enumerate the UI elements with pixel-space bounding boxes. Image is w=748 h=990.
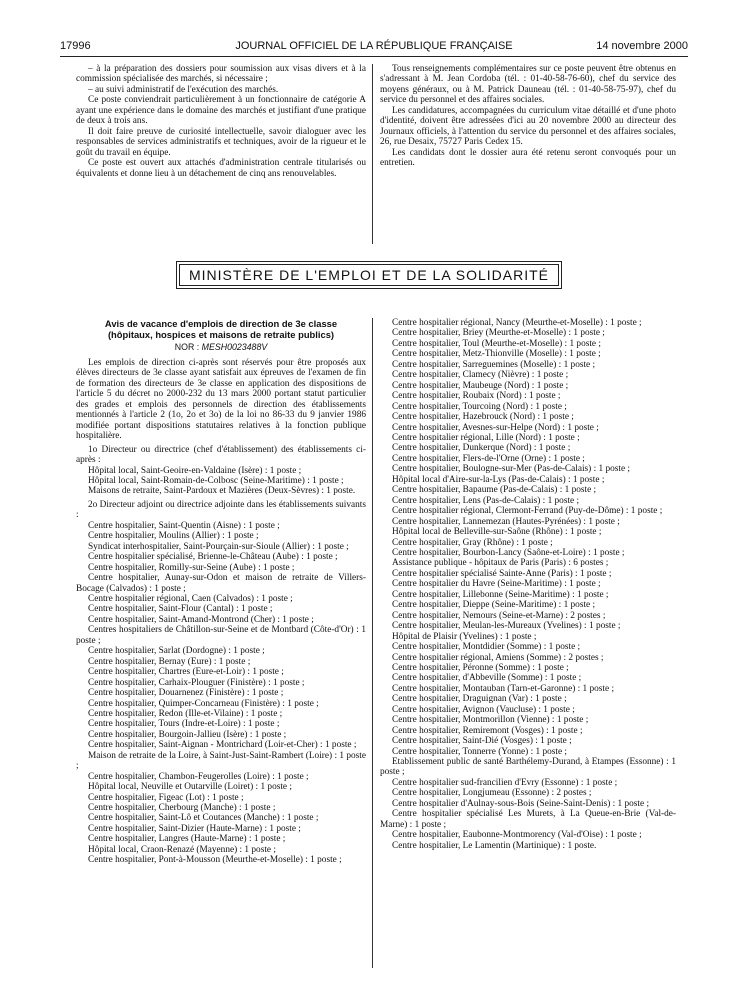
- ministry-heading: MINISTÈRE DE L'EMPLOI ET DE LA SOLIDARITÉ: [179, 264, 559, 286]
- top-left-paragraph: – au suivi administratif de l'exécution des marchés.: [88, 84, 279, 95]
- establishment-entry: Centre hospitalier, Meulan-les-Mureaux (Yvelines) : 1 poste ;: [392, 621, 621, 632]
- establishment-entry: Centre hospitalier, Montmorillon (Vienne) : 1 poste ;: [392, 715, 589, 726]
- establishment-entry: Centre hospitalier, Quimper-Concarneau (Finistère) : 1 poste ;: [88, 698, 319, 709]
- establishment-entry: Centre hospitalier, Tourcoing (Nord) : 1 poste ;: [392, 401, 567, 412]
- establishment-entry: Centre hospitalier spécialisé Sainte-Anne (Paris) : 1 poste ;: [392, 568, 612, 579]
- section-2-heading: 2o Directeur adjoint ou directrice adjointe dans les établissements suivants :: [76, 499, 366, 521]
- page-number: 17996: [60, 40, 91, 52]
- establishment-entry: Centre hospitalier, Lens (Pas-de-Calais) : 1 poste ;: [392, 495, 580, 506]
- establishment-entry: Centre hospitalier, Sarlat (Dordogne) : 1 poste ;: [88, 646, 265, 657]
- nor-code: MESH0023488V: [201, 342, 268, 352]
- journal-title: JOURNAL OFFICIEL DE LA RÉPUBLIQUE FRANÇAISE: [235, 40, 513, 52]
- establishment-entry: Centre hospitalier, Dieppe (Seine-Maritime) : 1 poste ;: [392, 600, 596, 611]
- establishment-entry: Syndicat interhospitalier, Saint-Pourçain-sur-Sioule (Allier) : 1 poste ;: [88, 541, 349, 552]
- establishment-entry: Maison de retraite de la Loire, à Saint-Just-Saint-Rambert (Loire) : 1 poste ;: [76, 750, 366, 772]
- establishment-entry: Centre hospitalier régional, Lille (Nord) : 1 poste ;: [392, 432, 580, 443]
- establishment-entry: Maisons de retraite, Saint-Pardoux et Mazières (Deux-Sèvres) : 1 poste.: [88, 486, 356, 497]
- establishment-entry: Hôpital local, Neuville et Outarville (Loiret) : 1 poste ;: [88, 782, 292, 793]
- establishment-entry: Centre hospitalier, Moulins (Allier) : 1 poste ;: [88, 531, 259, 542]
- establishment-entry: Centre hospitalier, Bapaume (Pas-de-Calais) : 1 poste ;: [392, 485, 597, 496]
- establishment-entry: Centre hospitalier, Eaubonne-Montmorency (Val-d'Oise) : 1 poste ;: [392, 830, 642, 841]
- establishment-entry: Centre hospitalier, Saint-Aignan - Montrichard (Loir-et-Cher) : 1 poste ;: [88, 740, 357, 751]
- establishment-entry: Centre hospitalier, Chambon-Feugerolles (Loire) : 1 poste ;: [88, 771, 309, 782]
- avis-intro: Les emplois de direction ci-après sont réservés pour être proposés aux élèves directeurs de 3e classe ayant satisfait aux épreuves de l'examen de fin de formation des directeurs de 3e classe en application des dispositions de l'article 5 du décret no 2000-232 du 13 mars 2000 portant statut particulier des grades et emplois des personnels de direction des établissements mentionnés à l'article 2 (1o, 2o et 3o) de la loi no 86-33 du 9 janvier 1986 modifiée portant dispositions statutaires relatives à la fonction publique hospitalière.: [76, 358, 366, 442]
- establishment-entry: Centre hospitalier, Douarnenez (Finistère) : 1 poste ;: [88, 688, 284, 699]
- establishment-entry: Centre hospitalier, Saint-Lô et Coutances (Manche) : 1 poste ;: [88, 813, 319, 824]
- establishment-entry: Centre hospitalier, Gray (Rhône) : 1 poste ;: [392, 537, 553, 548]
- establishment-entry: Centre hospitalier, Carhaix-Plouguer (Finistère) : 1 poste ;: [88, 677, 305, 688]
- establishment-entry: Centre hospitalier sud-francilien d'Evry (Essonne) : 1 poste ;: [392, 777, 618, 788]
- establishment-entry: Centre hospitalier, Clamecy (Nièvre) : 1 poste ;: [392, 370, 569, 381]
- establishment-entry: Centre hospitalier, d'Abbeville (Somme) : 1 poste ;: [392, 673, 582, 684]
- establishment-entry: Centre hospitalier, Saint-Dizier (Haute-Marne) : 1 poste ;: [88, 823, 301, 834]
- establishment-entry: Centre hospitalier spécialisé, Brienne-le-Château (Aube) : 1 poste ;: [88, 552, 338, 563]
- avis-title: [76, 318, 366, 340]
- establishment-entry: Centre hospitalier, Remiremont (Vosges) : 1 poste ;: [392, 725, 583, 736]
- establishment-entry: Centre hospitalier, Langres (Haute-Marne) : 1 poste ;: [88, 834, 286, 845]
- establishment-entry: Centre hospitalier, Le Lamentin (Martinique) : 1 poste.: [392, 840, 597, 851]
- establishment-entry: Centre hospitalier, Romilly-sur-Seine (Aube) : 1 poste ;: [88, 562, 295, 573]
- top-column-divider: [372, 64, 373, 244]
- establishment-entry: Centre hospitalier, Saint-Quentin (Aisne) : 1 poste ;: [88, 520, 280, 531]
- establishment-entry: Hôpital local de Belleville-sur-Saône (Rhône) : 1 poste ;: [392, 527, 602, 538]
- establishment-entry: Centre hospitalier, Flers-de-l'Orne (Orne) : 1 poste ;: [392, 453, 585, 464]
- establishment-entry: Hôpital local d'Aire-sur-la-Lys (Pas-de-Calais) : 1 poste ;: [392, 474, 605, 485]
- establishment-entry: Centre hospitalier, Avesnes-sur-Helpe (Nord) : 1 poste ;: [392, 422, 599, 433]
- section-2-list-right: [380, 318, 676, 851]
- top-left-paragraph: Ce poste est ouvert aux attachés d'administration centrale titularisés ou équivalents et donne lieu à un détachement de cinq ans renouvelables.: [76, 158, 366, 179]
- establishment-entry: Centre hospitalier, Briey (Meurthe-et-Moselle) : 1 poste ;: [392, 328, 605, 339]
- establishment-entry: Centre hospitalier, Péronne (Somme) : 1 poste ;: [392, 662, 569, 673]
- establishment-entry: Centre hospitalier, Aunay-sur-Odon et maison de retraite de Villers-Bocage (Calvados) : 1 poste ;: [76, 573, 366, 594]
- avis-title-line-1: Avis de vacance d'emplois de direction de 3e classe: [104, 318, 338, 329]
- establishment-entry: Centre hospitalier, Bourgoin-Jallieu (Isère) : 1 poste ;: [88, 729, 287, 740]
- establishment-entry: Centre hospitalier, Sarreguemines (Moselle) : 1 poste ;: [392, 359, 596, 370]
- establishment-entry: Centre hospitalier, Bernay (Eure) : 1 poste ;: [88, 656, 251, 667]
- nor-label: NOR :: [174, 342, 200, 352]
- section-1-heading: 1o Directeur ou directrice (chef d'établissement) des établissements ci-après :: [76, 444, 366, 466]
- left-column: [76, 318, 366, 866]
- section-2-list-left: [76, 521, 366, 866]
- establishment-entry: Centre hospitalier, Saint-Amand-Montrond (Cher) : 1 poste ;: [88, 614, 314, 625]
- establishment-entry: Centre hospitalier, Montdidier (Somme) : 1 poste ;: [392, 642, 581, 653]
- issue-date: 14 novembre 2000: [596, 40, 688, 52]
- top-right-paragraph: Tous renseignements complémentaires sur ce poste peuvent être obtenus en s'adressant à M. Jean Cordoba (tél. : 01-40-58-76-60), chef du service des moyens généraux, ou à M. Patrick Dauneau (tél. : 01-40-58-75-97), chef du service du personnel et des affaires sociales.: [380, 64, 676, 106]
- establishment-entry: Centre hospitalier, Avignon (Vaucluse) : 1 poste ;: [392, 704, 575, 715]
- establishment-entry: Hôpital local, Craon-Renazé (Mayenne) : 1 poste ;: [88, 844, 276, 855]
- top-right-paragraph: Les candidatures, accompagnées du curriculum vitae détaillé et d'une photo d'identité, doivent être adressées d'ici au 20 novembre 2000 au directeur des Journaux officiels, à l'attention du service du personnel et des affaires sociales, 26, rue Desaix, 75727 Paris Cedex 15.: [380, 105, 676, 148]
- establishment-entry: Centre hospitalier, Draguignan (Var) : 1 poste ;: [392, 694, 567, 705]
- establishment-entry: Centre hospitalier, Lannemezan (Hautes-Pyrénées) : 1 poste ;: [392, 516, 620, 527]
- establishment-entry: Centre hospitalier, Lillebonne (Seine-Maritime) : 1 poste ;: [392, 589, 609, 600]
- establishment-entry: Centre hospitalier, Tonnerre (Yonne) : 1 poste ;: [392, 746, 567, 757]
- establishment-entry: Centre hospitalier d'Aulnay-sous-Bois (Seine-Saint-Denis) : 1 poste ;: [392, 798, 650, 809]
- avis-title-line-2: (hôpitaux, hospices et maisons de retraite publics): [107, 329, 335, 340]
- establishment-entry: Centre hospitalier, Metz-Thionville (Moselle) : 1 poste ;: [392, 349, 601, 360]
- establishment-entry: Hôpital de Plaisir (Yvelines) : 1 poste ;: [392, 631, 537, 642]
- establishment-entry: Centre hospitalier, Longjumeau (Essonne) : 2 postes ;: [392, 788, 592, 799]
- establishment-entry: Centre hospitalier, Cherbourg (Manche) : 1 poste ;: [88, 803, 276, 814]
- top-left-paragraph: Il doit faire preuve de curiosité intellectuelle, savoir dialoguer avec les responsables de services administratifs et techniques, avoir de la rigueur et le goût du travail en équipe.: [76, 126, 366, 158]
- establishment-entry: Centre hospitalier régional, Nancy (Meurthe-et-Moselle) : 1 poste ;: [392, 318, 642, 328]
- establishment-entry: Centre hospitalier spécialisé Les Murets, à La Queue-en-Brie (Val-de-Marne) : 1 poste ;: [380, 809, 676, 830]
- establishment-entry: Centre hospitalier, Roubaix (Nord) : 1 poste ;: [392, 391, 561, 402]
- establishment-entry: Centre hospitalier, Montauban (Tarn-et-Garonne) : 1 poste ;: [392, 683, 615, 694]
- establishment-entry: Centre hospitalier, Bourbon-Lancy (Saône-et-Loire) : 1 poste ;: [392, 547, 625, 558]
- establishment-entry: Etablissement public de santé Barthélemy-Durand, à Etampes (Essonne) : 1 poste ;: [380, 757, 676, 778]
- right-column: [380, 318, 676, 851]
- establishment-entry: Centre hospitalier, Hazebrouck (Nord) : 1 poste ;: [392, 412, 574, 423]
- main-column-divider: [372, 318, 373, 968]
- establishment-entry: Centre hospitalier régional, Amiens (Somme) : 2 postes ;: [392, 652, 604, 663]
- ministry-heading-box: [176, 261, 562, 289]
- establishment-entry: Hôpital local, Saint-Romain-de-Colbosc (Seine-Maritime) : 1 poste ;: [88, 475, 344, 486]
- section-1-list: [76, 466, 366, 497]
- establishment-entry: Centre hospitalier, Toul (Meurthe-et-Moselle) : 1 poste ;: [392, 338, 601, 349]
- establishment-entry: Centre hospitalier, Figeac (Lot) : 1 poste ;: [88, 792, 244, 803]
- establishment-entry: Centre hospitalier, Nemours (Seine-et-Marne) : 2 postes ;: [392, 610, 606, 621]
- establishment-entry: Centre hospitalier, Pont-à-Mousson (Meurthe-et-Moselle) : 1 poste ;: [88, 855, 342, 866]
- top-right-paragraph: Les candidats dont le dossier aura été retenu seront convoqués pour un entretien.: [380, 147, 676, 169]
- top-left-paragraph: – à la préparation des dossiers pour soumission aux visas divers et à la commission spécialisée des marchés, si nécessaire ;: [76, 64, 366, 85]
- establishment-entry: Centre hospitalier, Boulogne-sur-Mer (Pas-de-Calais) : 1 poste ;: [392, 464, 631, 475]
- header-rule: [60, 56, 688, 57]
- establishment-entry: Centre hospitalier, Saint-Dié (Vosges) : 1 poste ;: [392, 736, 572, 747]
- establishment-entry: Assistance publique - hôpitaux de Paris (Paris) : 6 postes ;: [392, 558, 609, 569]
- page-header: [60, 40, 688, 56]
- nor-reference: [76, 341, 366, 353]
- establishment-entry: Centre hospitalier, Maubeuge (Nord) : 1 poste ;: [392, 380, 569, 391]
- top-left-paragraph: Ce poste conviendrait particulièrement à un fonctionnaire de catégorie A ayant une expérience dans le domaine des marchés et justifiant d'une pratique de deux à trois ans.: [76, 95, 366, 127]
- establishment-entry: Centres hospitaliers de Châtillon-sur-Seine et de Montbard (Côte-d'Or) : 1 poste ;: [76, 625, 366, 646]
- top-left-column: [76, 64, 366, 179]
- establishment-entry: Centre hospitalier, Redon (Ille-et-Vilaine) : 1 poste ;: [88, 708, 283, 719]
- establishment-entry: Centre hospitalier, Dunkerque (Nord) : 1 poste ;: [392, 443, 571, 454]
- establishment-entry: Centre hospitalier, Tours (Indre-et-Loire) : 1 poste ;: [88, 719, 280, 730]
- establishment-entry: Centre hospitalier régional, Caen (Calvados) : 1 poste ;: [88, 593, 293, 604]
- establishment-entry: Centre hospitalier régional, Clermont-Ferrand (Puy-de-Dôme) : 1 poste ;: [392, 506, 663, 517]
- establishment-entry: Centre hospitalier du Havre (Seine-Maritime) : 1 poste ;: [392, 579, 601, 590]
- establishment-entry: Centre hospitalier, Saint-Flour (Cantal) : 1 poste ;: [88, 604, 273, 615]
- establishment-entry: Hôpital local, Saint-Geoire-en-Valdaine (Isère) : 1 poste ;: [88, 465, 302, 476]
- top-right-column: [380, 64, 676, 169]
- establishment-entry: Centre hospitalier, Chartres (Eure-et-Loir) : 1 poste ;: [88, 667, 284, 678]
